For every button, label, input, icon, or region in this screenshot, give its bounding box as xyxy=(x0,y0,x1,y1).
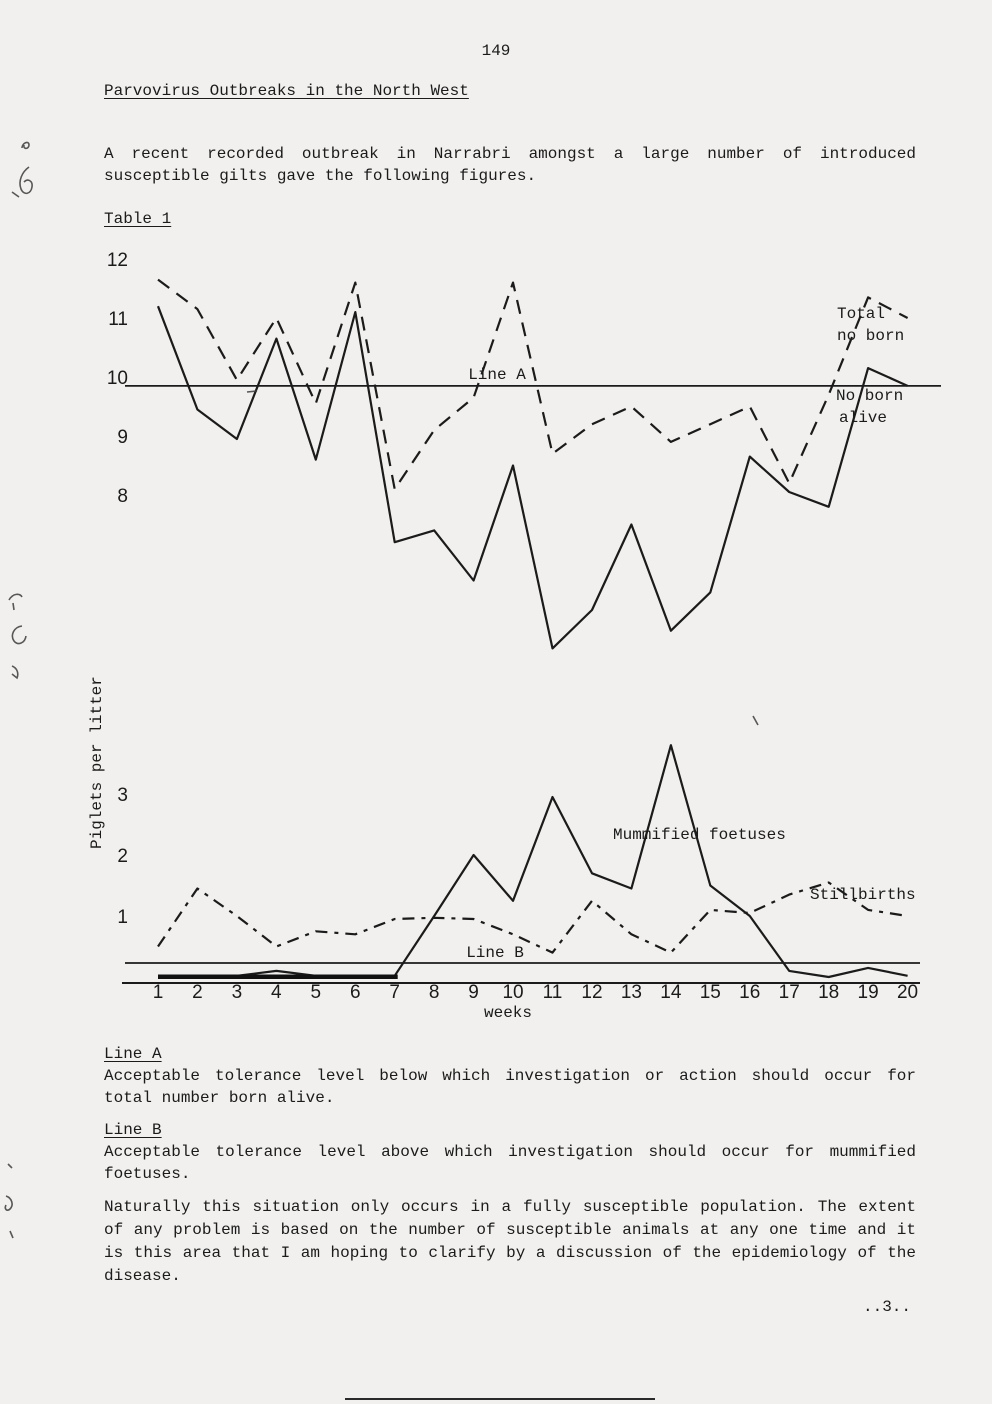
x-tick-label: 6 xyxy=(349,982,361,1003)
x-tick-label: 8 xyxy=(428,982,440,1003)
margin-scribble xyxy=(9,594,26,678)
x-tick-label: 19 xyxy=(857,982,879,1003)
series-label-no-born-alive: No born alive xyxy=(836,387,904,427)
margin-scribble xyxy=(12,142,32,197)
x-tick-label: 3 xyxy=(231,982,243,1003)
closing-paragraph xyxy=(104,1196,916,1288)
line-b-label: Line B xyxy=(466,944,524,962)
line-a-section xyxy=(104,1043,916,1109)
series-total-no-born xyxy=(158,280,908,490)
x-tick-label: 16 xyxy=(739,982,761,1003)
intro-paragraph xyxy=(104,143,916,187)
page-footer-number: ..3.. xyxy=(862,1298,911,1316)
series-label-mummified: Mummified foetuses xyxy=(613,826,786,844)
closing-line: disease. xyxy=(104,1267,181,1285)
line-a-text: total number born alive. xyxy=(104,1089,335,1107)
closing-line: of any problem is based on the number of susceptible animals at any one time and it xyxy=(104,1221,916,1239)
x-axis-title: weeks xyxy=(483,1004,533,1022)
x-tick-label: 17 xyxy=(778,982,800,1003)
table-label: Table 1 xyxy=(104,210,172,228)
y-tick-label: 1 xyxy=(117,907,128,928)
x-tick-label: 9 xyxy=(468,982,479,1003)
x-tick-label: 20 xyxy=(896,982,919,1003)
series-label-total-no-born: Total no born xyxy=(837,305,905,345)
axis-tick-labels xyxy=(107,250,918,1003)
x-tick-label: 14 xyxy=(660,982,682,1003)
series-lines xyxy=(158,280,908,977)
y-tick-label: 12 xyxy=(106,250,128,271)
x-tick-label: 10 xyxy=(502,982,524,1003)
y-tick-label: 11 xyxy=(108,309,128,330)
closing-line: is this area that I am hoping to clarify by a discussion of the epidemiology of the xyxy=(104,1244,916,1262)
x-tick-label: 5 xyxy=(310,982,322,1003)
x-tick-label: 4 xyxy=(271,982,282,1003)
line-b-text: Acceptable tolerance level above which investigation should occur for mummified xyxy=(104,1143,916,1161)
x-tick-label: 13 xyxy=(620,982,642,1003)
y-tick-label: 2 xyxy=(117,846,128,867)
x-tick-label: 11 xyxy=(542,982,563,1003)
y-axis-title: Piglets per litter xyxy=(88,676,106,849)
series-no-born-alive xyxy=(158,306,908,648)
intro-line: susceptible gilts gave the following figures. xyxy=(104,167,537,185)
line-b-text: foetuses. xyxy=(104,1165,191,1183)
closing-line: Naturally this situation only occurs in a fully susceptible population. The extent xyxy=(104,1198,916,1216)
line-b-heading: Line B xyxy=(104,1121,162,1139)
x-tick-label: 15 xyxy=(699,982,721,1003)
y-tick-label: 8 xyxy=(117,486,128,507)
x-tick-label: 2 xyxy=(192,982,203,1003)
y-tick-label: 3 xyxy=(117,785,128,806)
line-a-heading: Line A xyxy=(104,1045,162,1063)
line-a-label: Line A xyxy=(468,366,526,384)
intro-line: A recent recorded outbreak in Narrabri amongst a large number of introduced xyxy=(104,145,916,163)
x-tick-label: 1 xyxy=(152,982,164,1003)
line-a-text: Acceptable tolerance level below which investigation or action should occur for xyxy=(104,1067,916,1085)
x-tick-label: 12 xyxy=(581,982,603,1003)
y-tick-label: 10 xyxy=(106,368,128,389)
series-stillbirths xyxy=(158,883,908,953)
line-b-section xyxy=(104,1119,916,1185)
x-tick-label: 7 xyxy=(389,982,400,1003)
margin-scribble xyxy=(5,1164,13,1238)
series-label-stillbirths: Stillbirths xyxy=(810,886,916,904)
y-tick-label: 9 xyxy=(117,427,128,448)
x-tick-label: 18 xyxy=(818,982,840,1003)
page-title: Parvovirus Outbreaks in the North West xyxy=(104,82,469,100)
page-number: 149 xyxy=(481,42,511,60)
